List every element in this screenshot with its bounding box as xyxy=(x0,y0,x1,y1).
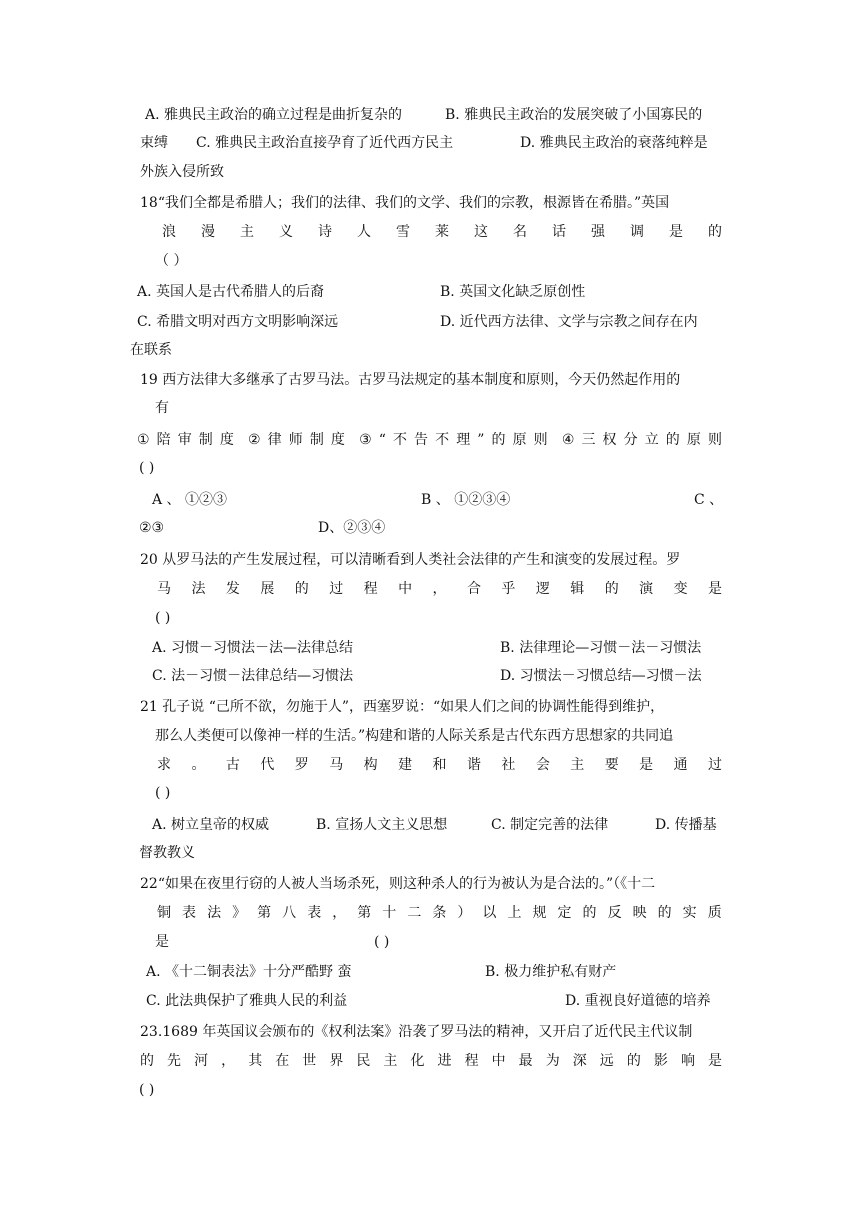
question-22: 22“如果在夜里行窃的人被人当场杀死，则这种杀人的行为被认为是合法的。”（《十二 xyxy=(140,876,656,892)
option-21d-cont: 督教教义 xyxy=(139,845,195,861)
question-19-cont: 有 xyxy=(155,400,169,416)
question-20: 20 从罗马法的产生发展过程，可以清晰看到人类社会法律的产生和演变的发展过程。罗 xyxy=(140,552,681,568)
option-17b-cont: 束缚 xyxy=(140,135,168,151)
question-19-items: ① 陪 审 制 度 ② 律 师 制 度 ③ “ 不 告 不 理 ” 的 原 则 ④ 三 权 分 立 的 原 则 xyxy=(137,432,722,448)
option-17d: D. 雅典民主政治的衰落纯粹是 xyxy=(520,135,708,151)
question-22-cont: 铜 表 法 》 第 八 表 ， 第 十 二 条 ） 以 上 规 定 的 反 映 的 实 质 xyxy=(157,905,722,921)
option-22c: C. 此法典保护了雅典人民的利益 xyxy=(146,993,348,1009)
option-19b: B 、 ①②③④ xyxy=(421,492,511,508)
question-22-cont2: 是 xyxy=(155,934,169,950)
option-21d: D. 传播基 xyxy=(655,817,717,833)
option-18c: C. 希腊文明对西方文明影响深远 xyxy=(137,314,339,330)
answer-blank-20: ( ) xyxy=(155,610,171,626)
option-21b: B. 宣扬人文主义思想 xyxy=(316,817,448,833)
answer-blank-18: （ ） xyxy=(155,253,188,269)
question-23-cont: 的 先 河 ， 其 在 世 界 民 主 化 进 程 中 最 为 深 远 的 影 响 是 xyxy=(140,1053,722,1069)
option-18a: A. 英国人是古代希腊人的后裔 xyxy=(137,284,325,300)
question-23: 23.1689 年英国议会颁布的《权利法案》沿袭了罗马法的精神，又开启了近代民主代议制 xyxy=(140,1024,693,1040)
option-17b: B. 雅典民主政治的发展突破了小国寡民的 xyxy=(445,107,703,123)
option-22b: B. 极力维护私有财产 xyxy=(485,964,617,980)
answer-blank-19: ( ) xyxy=(139,460,155,476)
option-19c-cont: ②③ xyxy=(139,520,165,536)
question-21: 21 孔子说 “己所不欲，勿施于人”，西塞罗说：“如果人们之间的协调性能得到维护， xyxy=(140,699,665,715)
option-19c: C 、 xyxy=(694,492,724,508)
option-20a: A. 习惯－习惯法－法—法律总结 xyxy=(152,640,354,656)
question-18-cont: 浪 漫 主 义 诗 人 雪 莱 这 名 话 强 调 是 的 xyxy=(162,224,722,240)
option-22a: A. 《十二铜表法》十分严酷野 蛮 xyxy=(146,964,352,980)
question-21-cont: 那么人类便可以像神一样的生活。”构建和谐的人际关系是古代东西方思想家的共同追 xyxy=(155,728,674,744)
option-21a: A. 树立皇帝的权威 xyxy=(152,817,270,833)
question-20-cont: 马 法 发 展 的 过 程 中 ， 合 乎 逻 辑 的 演 变 是 xyxy=(157,581,722,597)
option-18b: B. 英国文化缺乏原创性 xyxy=(440,284,586,300)
option-19d: D、②③④ xyxy=(318,520,386,536)
question-19: 19 西方法律大多继承了古罗马法。古罗马法规定的基本制度和原则，今天仍然起作用的 xyxy=(140,372,681,388)
option-17c: C. 雅典民主政治直接孕育了近代西方民主 xyxy=(196,135,454,151)
question-18: 18“我们全都是希腊人；我们的法律、我们的文学、我们的宗教，根源皆在希腊。”英国 xyxy=(140,195,670,211)
answer-blank-23: ( ) xyxy=(139,1082,155,1098)
option-19a: A 、 ①②③ xyxy=(152,492,228,508)
answer-blank-21: ( ) xyxy=(155,785,171,801)
option-20c: C. 法－习惯－法律总结—习惯法 xyxy=(152,668,354,684)
option-17d-cont: 外族入侵所致 xyxy=(140,164,224,180)
option-18d-cont: 在联系 xyxy=(130,342,172,358)
option-17a: A. 雅典民主政治的确立过程是曲折复杂的 xyxy=(145,107,403,123)
question-21-cont2: 求 。 古 代 罗 马 构 建 和 谐 社 会 主 要 是 通 过 xyxy=(157,757,722,773)
option-22d: D. 重视良好道德的培养 xyxy=(565,993,711,1009)
option-18d: D. 近代西方法律、文学与宗教之间存在内 xyxy=(440,314,698,330)
option-20d: D. 习惯法－习惯总结—习惯－法 xyxy=(500,668,702,684)
option-20b: B. 法律理论—习惯－法－习惯法 xyxy=(500,640,702,656)
answer-blank-22: ( ) xyxy=(374,934,390,950)
option-21c: C. 制定完善的法律 xyxy=(491,817,609,833)
